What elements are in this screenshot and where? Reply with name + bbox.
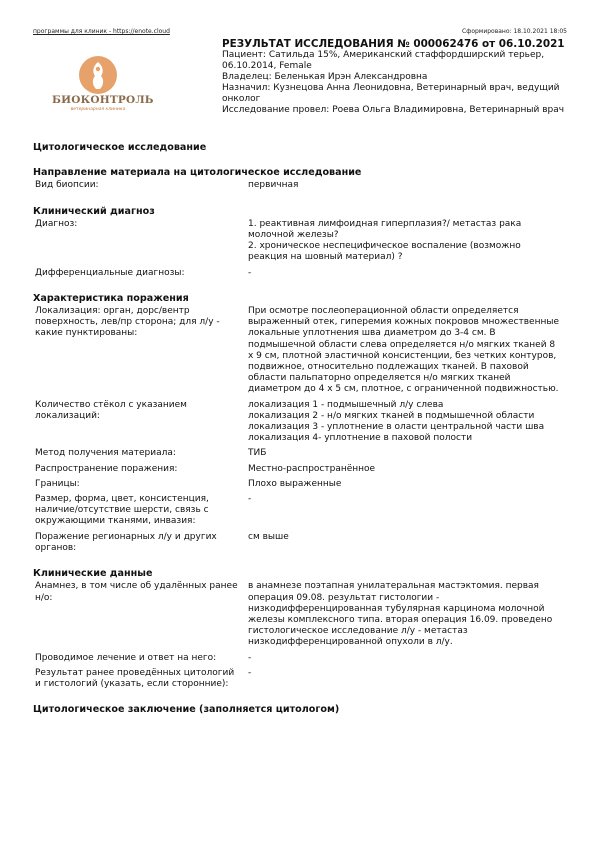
size-label: Размер, форма, цвет, консистенция, наличие/отсутствие шерсти, связь с окружающими тканями, инвазия: (35, 494, 209, 527)
size-row (33, 494, 563, 528)
localization-value: При осмотре послеоперационной области определяется выраженный отек, гиперемия кожных покровов множественные локальные уплотнения шва диаметром до 3-4 см. В подмышечной области слева определяется н/о мягких тканей 8 х 9 см, плотной эластичной консистенции, без четких контуров, подвижное, относительно подлежащих тканей. В паховой области пальпаторно определяется н/о мягких тканей диаметром до 4 х 5 см, плотное, с ограниченной подвижностью. (248, 306, 559, 395)
patient-line: Пациент: Сатильда 15%, Американский стаффордширский терьер, 06.10.2014, Female (222, 50, 545, 71)
borders-label: Границы: (35, 478, 80, 489)
borders-value: Плохо выраженные (248, 478, 342, 489)
anamnesis-value: в анамнезе поэтапная унилатеральная мастэктомия. первая операция 09.08. результат гистологии - низкодифференцированная тубулярная карцинома молочной железы комплексного типа. вторая операция 16.09. проведено гистологическое исследование л/у - метастаз низкодифференцированной опухоли в л/у. (248, 581, 553, 648)
generated-timestamp: Сформировано: 18.10.2021 18:05 (462, 28, 567, 35)
clinical-heading: Клинические данные (33, 568, 153, 580)
treatment-row (33, 653, 563, 664)
slides-value: локализация 1 - подмышечный л/у слева локализация 2 - н/о мягких тканей в подмышечной области локализация 3 - уплотнение в оласти центральной части шва локализация 4- уплотнение в паховой полости (248, 399, 545, 444)
result-title: РЕЗУЛЬТАТ ИССЛЕДОВАНИЯ № 000062476 от 06.10.2021 (222, 38, 565, 50)
diagnosis-row (33, 219, 563, 264)
anamnesis-label: Анамнез, в том числе об удалённых ранее н/о: (35, 581, 238, 603)
slides-row (33, 400, 563, 445)
previous-row (33, 668, 563, 690)
cytology-title: Цитологическое исследование (33, 142, 207, 153)
clinic-logo (52, 55, 154, 117)
performed-line: Исследование провел: Роева Ольга Владимировна, Ветеринарный врач (222, 105, 565, 115)
treatment-value: - (248, 652, 252, 663)
lymph-value: см выше (248, 531, 289, 542)
referral-heading: Направление материала на цитологическое исследование (33, 167, 362, 179)
method-row (33, 448, 563, 459)
diagnosis-label: Диагноз: (35, 218, 78, 229)
slides-label: Количество стёкол с указанием локализаций: (35, 399, 187, 421)
localization-row (33, 306, 563, 396)
spread-label: Распространение поражения: (35, 463, 178, 474)
previous-value: - (248, 667, 252, 678)
anamnesis-row (33, 581, 563, 648)
size-value: - (248, 494, 252, 505)
lymph-label: Поражение регионарных л/у и других органов: (35, 531, 217, 553)
clinic-logo-subtitle: ветеринарная клиника (70, 107, 126, 112)
spread-row (33, 464, 563, 475)
localization-label: Локализация: орган, дорс/вентр поверхность, лев/пр сторона; для л/у - какие пунктированы: (35, 306, 220, 339)
biopsy-row (33, 180, 563, 191)
biopsy-value: первичная (248, 180, 299, 191)
biopsy-label: Вид биопсии: (35, 180, 99, 191)
report-body (33, 142, 563, 717)
differential-label: Дифференциальные диагнозы: (35, 267, 185, 278)
result-header (222, 38, 572, 116)
previous-label: Результат ранее проведённых цитологий и гистологий (указать, если сторонние): (35, 667, 235, 689)
clinic-logo-icon (52, 55, 144, 95)
treatment-label: Проводимое лечение и ответ на него: (35, 652, 217, 663)
assigned-line: Назначил: Кузнецова Анна Леонидовна, Ветеринарный врач, ведущий онколог (222, 83, 560, 104)
enote-link[interactable]: программы для клиник - https://enote.cloud (33, 28, 170, 35)
spread-value: Местно-распространённое (248, 463, 376, 474)
method-value: ТИБ (248, 448, 267, 459)
clinic-logo-name: БИОКОНТРОЛЬ (52, 94, 154, 106)
diagnosis-heading: Клинический диагноз (33, 205, 155, 217)
method-label: Метод получения материала: (35, 448, 176, 459)
lymph-row (33, 532, 563, 554)
conclusion-heading: Цитологическое заключение (заполняется цитологом) (33, 704, 340, 716)
lesion-heading: Характеристика поражения (33, 292, 189, 304)
borders-row (33, 479, 563, 490)
owner-line: Владелец: Беленькая Ирэн Александровна (222, 72, 428, 82)
differential-row (33, 268, 563, 279)
diagnosis-value: 1. реактивная лимфоидная гиперплазия?/ метастаз рака молочной железы? 2. хроническое неспецифическое воспаление (возможно реакция на шовный материал) ? (248, 218, 522, 263)
differential-value: - (248, 267, 252, 278)
